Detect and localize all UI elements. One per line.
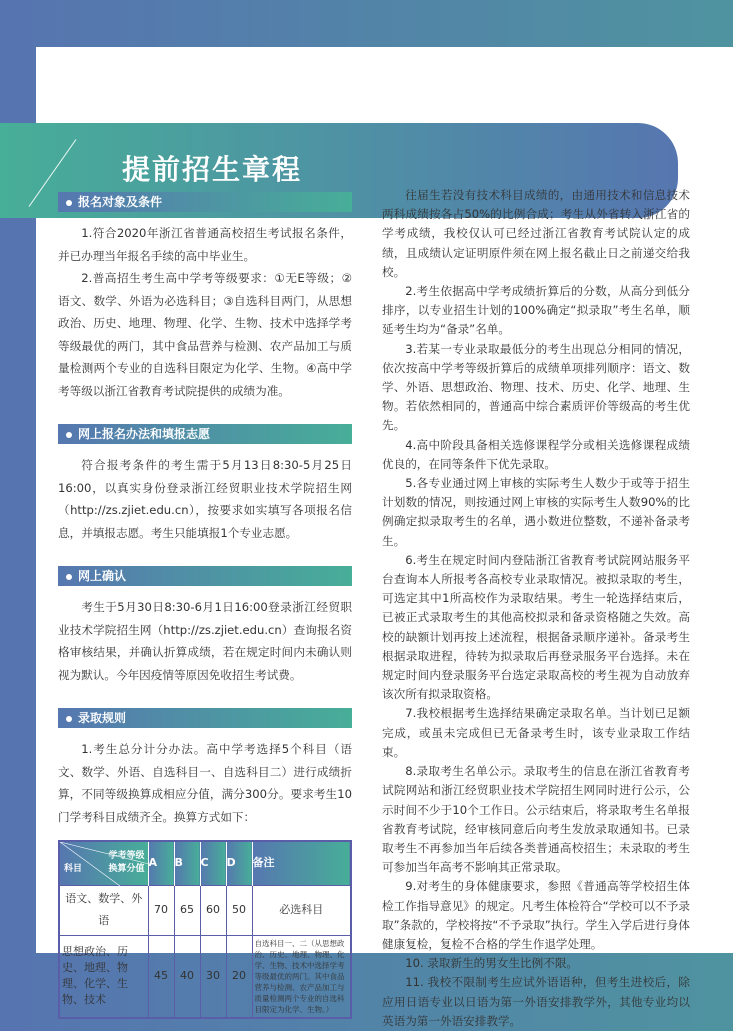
note-cell: 自选科目一、二（从思想政治、历史、地理、物理、化学、生物、技术中选择学考等级最优的两门。其中食品营养与检测、农产品加工与质量检测两个专业的自选科目限定为化学、生物。）: [252, 935, 351, 1018]
paragraph: 往届生若没有技术科目成绩的，由通用技术和信息技术两科成绩按各占50%的比例合成；考生从外省转入浙江省的学考成绩，我校仅认可已经过浙江省教育考试院认定的成绩，且成绩认定证明原件须在网上报名截止日之前递交给我校。: [382, 188, 690, 279]
section-title: 网上报名办法和填报志愿: [78, 427, 211, 441]
table-row: [59, 885, 351, 935]
score-cell: 20: [226, 935, 252, 1018]
paragraph: 符合报考条件的考生需于5月13日8:30-5月25日16:00，以真实身份登录浙江经贸职业技术学院招生网（http://zs.zjiet.edu.cn），按要求如实填写各项报名信息，并填报志愿。考生只能填报1个专业志愿。: [58, 458, 352, 540]
table-row: [59, 935, 351, 1018]
bullet-icon: [66, 716, 72, 722]
score-cell: 65: [174, 885, 200, 935]
bullet-icon: [66, 574, 72, 580]
corner-left-label: 科目: [64, 864, 83, 874]
corner-header: [59, 841, 148, 885]
score-cell: 60: [200, 885, 226, 935]
section-header: [58, 566, 352, 586]
left-column: [58, 192, 352, 1019]
paragraph: 11. 我校不限制考生应试外语语种，但考生进校后，除应用日语专业以日语为第一外语安排教学外，其他专业均以英语为第一外语安排教学。: [382, 975, 690, 1028]
section-header: [58, 424, 352, 444]
table-header-row: [59, 841, 351, 885]
score-cell: 40: [174, 935, 200, 1018]
score-cell: 50: [226, 885, 252, 935]
paragraph: 10. 录取新生的男女生比例不限。: [405, 956, 579, 971]
section-title: 录取规则: [78, 711, 127, 725]
paragraph: 1.符合2020年浙江省普通高校招生考试报名条件，并已办理当年报名手续的高中毕业生。: [58, 226, 352, 263]
paragraph: 5.各专业通过网上审核的实际考生人数少于或等于招生计划数的情况，则按通过网上审核的实际考生人数90%的比例确定拟录取考生的名单，遇小数进位整数，不递补备录考生。: [382, 476, 690, 548]
paragraph: 2.考生依据高中学考成绩折算后的分数，从高分到低分排序，以专业招生计划的100%确定“拟录取”考生名单，顺延考生均为“备录”名单。: [382, 284, 690, 337]
score-cell: 30: [200, 935, 226, 1018]
section-title: 网上确认: [78, 569, 127, 583]
score-cell: 70: [148, 885, 174, 935]
grade-b-header: B: [174, 841, 200, 885]
section-header: [58, 192, 352, 212]
paragraph: 2.普高招生考生高中学考等级要求：①无E等级；②语文、数学、外语为必选科目；③自选科目两门，从思想政治、历史、地理、物理、化学、生物、技术中选择学考等级最优的两门，其中食品营养与检测、农产品加工与质量检测两个专业的自选科目限定为化学、生物。④高中学考等级以浙江省教育考试院提供的成绩为准。: [58, 271, 352, 398]
right-column: [382, 186, 690, 1031]
subject-cell: 语文、数学、外语: [59, 885, 148, 935]
paragraph: 考生于5月30日8:30-6月1日16:00登录浙江经贸职业技术学院招生网（http://zs.zjiet.edu.cn）查询报名资格审核结果，并确认折算成绩，若在规定时间内未确认则视为默认。今年因疫情等原因免收招生考试费。: [58, 600, 352, 682]
note-header: 备注: [252, 841, 351, 885]
grade-c-header: C: [200, 841, 226, 885]
subject-cell: 思想政治、历史、地理、物理、化学、生物、技术: [59, 935, 148, 1018]
paragraph: 6.考生在规定时间内登陆浙江省教育考试院网站服务平台查询本人所报考各高校专业录取情况。被拟录取的考生，可选定其中1所高校作为录取结果。考生一轮选择结束后，已被正式录取考生的其他高校拟录和备录资格随之失效。高校的缺额计划再按上述流程，根据备录顺序递补。备录考生根据录取进程，待转为拟录取后再登录服务平台选择。未在规定时间内登录服务平台选定录取高校的考生视为自动放弃该次所有拟录取资格。: [382, 552, 690, 702]
bullet-icon: [66, 432, 72, 438]
score-cell: 45: [148, 935, 174, 1018]
section-header: [58, 708, 352, 728]
grade-d-header: D: [226, 841, 252, 885]
page-title: 提前招生章程: [122, 153, 303, 186]
bullet-icon: [66, 200, 72, 206]
paragraph: 3.若某一专业录取最低分的考生出现总分相同的情况，依次按高中学考等级折算后的成绩单项排列顺序：语文、数学、外语、思想政治、物理、技术、历史、化学、地理、生物。若依然相同的，普通高中综合素质评价等级高的考生优先。: [382, 341, 690, 433]
paragraph: 7.我校根据考生选择结果确定录取名单。当计划已足额完成，或虽未完成但已无备录考生时，该专业录取工作结束。: [382, 706, 690, 759]
paragraph: 4.高中阶段具备相关选修课程学分或相关选修课程成绩优良的，在同等条件下优先录取。: [382, 437, 690, 471]
paragraph: 1.考生总分计分办法。高中学考选择5个科目（语文、数学、外语、自选科目一、自选科目二）进行成绩折算，不同等级换算成相应分值，满分300分。要求考生10门学考科目成绩齐全。换算方式如下：: [58, 742, 352, 824]
grade-a-header: A: [148, 841, 174, 885]
score-conversion-table: [58, 840, 352, 1019]
section-title: 报名对象及条件: [78, 195, 163, 209]
paragraph: 8.录取考生名单公示。录取考生的信息在浙江省教育考试院网站和浙江经贸职业技术学院招生网同时进行公示，公示时间不少于10个工作日。公示结束后，将录取考生名单报省教育考试院，经审核同意后向考生发放录取通知书。已录取考生不再参加当年后续各类普通高校招生；未录取的考生可参加当年高考不影响其正常录取。: [382, 764, 690, 875]
corner-top-label: 学考等级: [108, 851, 145, 861]
note-cell: 必选科目: [252, 885, 351, 935]
corner-right-label: 换算分值: [108, 864, 145, 874]
paragraph: 9.对考生的身体健康要求，参照《普通高等学校招生体检工作指导意见》的规定。凡考生体检符合“学校可以不予录取”条款的，学校将按“不予录取”执行。学生入学后进行身体健康复检，复检不合格的学生作退学处理。: [382, 879, 690, 951]
